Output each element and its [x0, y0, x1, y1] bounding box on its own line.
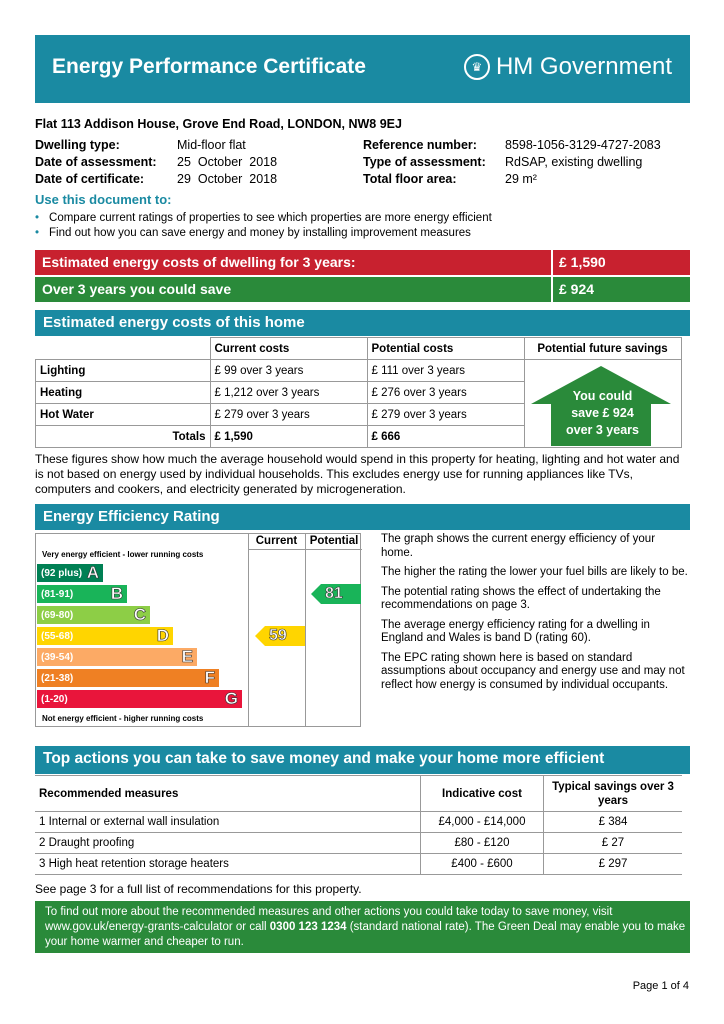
table-header-row — [36, 338, 682, 360]
property-address: Flat 113 Addison House, Grove End Road, LONDON, NW8 9EJ — [35, 117, 402, 131]
use-document-item: • Find out how you can save energy and money by installing improvement measures — [35, 227, 471, 239]
estimated-cost-bar — [35, 250, 690, 275]
band-range: (55-68) — [41, 631, 74, 642]
rating-band-f — [37, 669, 219, 687]
cost-header: Indicative cost — [421, 776, 544, 812]
band-letter: D — [156, 626, 169, 645]
totals-potential: £ 666 — [367, 426, 524, 448]
hm-government-logo — [464, 53, 672, 81]
band-range: (39-54) — [41, 652, 74, 663]
savings-cell: £ 384 — [544, 812, 683, 833]
table-header-row — [35, 776, 682, 812]
rating-note: The EPC rating shown here is based on standard assumptions about occupancy and energy use and may not reflect how energy is consumed by individual occupants. — [381, 651, 685, 691]
savings-value: £ 924 — [551, 277, 594, 302]
row-label: Hot Water — [36, 404, 211, 426]
savings-cell: £ 27 — [544, 833, 683, 854]
assessment-type-label: Type of assessment: — [363, 155, 486, 169]
band-letter: C — [133, 605, 146, 624]
costs-section-title: Estimated energy costs of this home — [43, 314, 305, 331]
dwelling-type-label: Dwelling type: — [35, 138, 120, 152]
rating-band-b — [37, 585, 127, 603]
rating-note: The potential rating shows the effect of undertaking the recommendations on page 3. — [381, 585, 661, 611]
efficiency-section-title: Energy Efficiency Rating — [43, 508, 220, 525]
rating-band-g — [37, 690, 242, 708]
savings-label: Over 3 years you could save — [42, 281, 232, 297]
current-cost-cell: £ 279 over 3 years — [210, 404, 367, 426]
savings-bar — [35, 277, 690, 302]
rating-notes — [381, 533, 689, 692]
cost-cell: £4,000 - £14,000 — [421, 812, 544, 833]
potential-cost-cell: £ 111 over 3 years — [367, 360, 524, 382]
floor-area-value: 29 m² — [505, 172, 537, 186]
bottom-efficiency-label: Not energy efficient - higher running costs — [42, 714, 204, 723]
measure-cell: 1 Internal or external wall insulation — [35, 812, 421, 833]
potential-costs-header: Potential costs — [367, 338, 524, 360]
potential-rating-arrow: 81 — [311, 584, 361, 609]
band-letter: G — [224, 689, 238, 708]
potential-cost-cell: £ 279 over 3 years — [367, 404, 524, 426]
savings-arrow-text: You could save £ 924 over 3 years — [566, 389, 639, 437]
rating-band-a — [37, 564, 103, 582]
table-row — [36, 360, 682, 382]
band-range: (21-38) — [41, 673, 74, 684]
reference-number-value: 8598-1056-3129-4727-2083 — [505, 138, 661, 152]
certificate-date-value: 29 October 2018 — [177, 172, 278, 186]
totals-current: £ 1,590 — [210, 426, 367, 448]
certificate-date-label: Date of certificate: — [35, 172, 145, 186]
table-row — [35, 854, 682, 875]
green-info-box: To find out more about the recommended measures and other actions you could take today to save money, visit www.gov.uk/energy-grants-calculator or call 0300 123 1234 (standard national rate). The Green Deal may enable you to make your home warmer and cheaper to run. — [35, 901, 690, 953]
savings-arrow-cell — [524, 360, 681, 448]
measure-cell: 2 Draught proofing — [35, 833, 421, 854]
reference-number-label: Reference number: — [363, 138, 477, 152]
measure-cell: 3 High heat retention storage heaters — [35, 854, 421, 875]
rating-band-e — [37, 648, 197, 666]
see-page-note: See page 3 for a full list of recommendations for this property. — [35, 882, 362, 896]
rating-note: The graph shows the current energy efficiency of your home. — [381, 533, 656, 559]
royal-crest-icon: ♛ — [464, 54, 490, 80]
actions-section-header — [35, 746, 690, 774]
savings-cell: £ 297 — [544, 854, 683, 875]
bullet-icon: • — [35, 212, 40, 224]
potential-column-header: Potential — [309, 535, 359, 547]
assessment-type-value: RdSAP, existing dwelling — [505, 155, 643, 169]
assessment-date-value: 25 October 2018 — [177, 155, 278, 169]
efficiency-section-header — [35, 504, 690, 530]
use-document-item: • Compare current ratings of properties to see which properties are more energy efficient — [35, 212, 492, 224]
band-range: (69-80) — [41, 610, 74, 621]
table-row — [35, 833, 682, 854]
assessment-date-label: Date of assessment: — [35, 155, 157, 169]
rating-note: The average energy efficiency rating for a dwelling in England and Wales is band D (rating 60). — [381, 618, 650, 644]
top-efficiency-label: Very energy efficient - lower running costs — [42, 550, 204, 559]
recommendations-table — [35, 775, 682, 875]
potential-cost-cell: £ 276 over 3 years — [367, 382, 524, 404]
band-letter: E — [181, 647, 193, 666]
header-banner — [35, 35, 690, 103]
cost-cell: £400 - £600 — [421, 854, 544, 875]
page-number: Page 1 of 4 — [632, 980, 689, 992]
bullet-icon: • — [35, 227, 40, 239]
estimated-cost-label: Estimated energy costs of dwelling for 3 years: — [42, 254, 356, 270]
costs-table — [35, 337, 682, 448]
table-row — [35, 812, 682, 833]
cost-cell: £80 - £120 — [421, 833, 544, 854]
costs-footnote: These figures show how much the average household would spend in this property for heating, lighting and hot water and is not based on energy used by individual households. This excludes energy use for running appliances like TVs, computers and cookers, and electricity generated by microgeneration. — [35, 452, 680, 496]
totals-label: Totals — [36, 426, 211, 448]
rating-note: The higher the rating the lower your fuel bills are likely to be. — [381, 566, 688, 578]
estimated-cost-value: £ 1,590 — [551, 250, 606, 275]
use-document-heading: Use this document to: — [35, 192, 172, 207]
actions-section-title: Top actions you can take to save money and make your home more efficient — [43, 750, 605, 767]
dwelling-type-value: Mid-floor flat — [177, 138, 246, 152]
current-cost-cell: £ 1,212 over 3 years — [210, 382, 367, 404]
floor-area-label: Total floor area: — [363, 172, 457, 186]
band-letter: F — [204, 668, 215, 687]
current-costs-header: Current costs — [210, 338, 367, 360]
measures-header: Recommended measures — [35, 776, 421, 812]
current-rating-arrow: 59 — [255, 626, 305, 651]
band-letter: A — [86, 563, 99, 582]
rating-band-d — [37, 627, 173, 645]
current-cost-cell: £ 99 over 3 years — [210, 360, 367, 382]
band-range: (81-91) — [41, 589, 74, 600]
band-range: (92 plus) — [41, 568, 83, 579]
page-title: Energy Performance Certificate — [52, 55, 366, 78]
rating-band-c — [37, 606, 150, 624]
costs-section-header — [35, 310, 690, 336]
current-column-header: Current — [255, 535, 298, 547]
savings-header: Typical savings over 3 years — [544, 776, 683, 812]
band-letter: B — [110, 584, 123, 603]
row-label: Lighting — [36, 360, 211, 382]
future-savings-header: Potential future savings — [524, 338, 681, 360]
band-range: (1-20) — [41, 694, 68, 705]
row-label: Heating — [36, 382, 211, 404]
brand-name: HM Government — [495, 53, 672, 80]
phone-number: 0300 123 1234 — [269, 921, 347, 933]
